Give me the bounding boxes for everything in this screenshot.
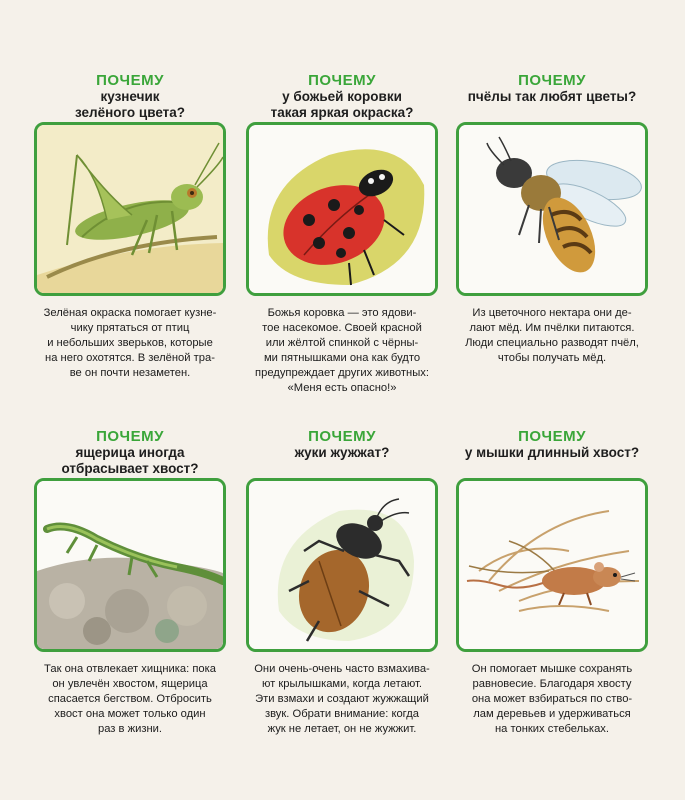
card-heading	[452, 428, 652, 478]
text-line: чтобы получать мёд.	[497, 352, 607, 364]
text-line: ми пятнышками она как будто	[263, 352, 421, 364]
text-line: чику прятаться от птиц	[70, 322, 190, 334]
answer-text	[452, 662, 652, 737]
card-heading	[242, 72, 442, 122]
text-line: на тонких стебельках.	[495, 723, 609, 735]
mouse-illustration	[456, 478, 648, 652]
beetle-icon	[249, 481, 435, 649]
text-line: Из цветочного нектара они де-	[472, 307, 632, 319]
question-line: зелёного цвета?	[74, 105, 186, 120]
answer-text	[452, 306, 652, 366]
question-line: отбрасывает хвост?	[61, 461, 199, 476]
text-line: Божья коровка — это ядови-	[267, 307, 417, 319]
card-ladybug	[242, 72, 442, 396]
text-line: на него охотятся. В зелёной тра-	[45, 352, 215, 364]
lizard-icon	[37, 481, 223, 649]
card-lizard	[30, 428, 230, 737]
why-label: ПОЧЕМУ	[308, 72, 376, 89]
text-line: он увлечён хвостом, ящерица	[52, 678, 208, 690]
answer-text	[30, 306, 230, 381]
why-label: ПОЧЕМУ	[518, 428, 586, 445]
card-beetle	[242, 428, 442, 737]
text-line: ве он почти незаметен.	[69, 367, 191, 379]
card-heading	[30, 428, 230, 478]
why-label: ПОЧЕМУ	[518, 72, 586, 89]
text-line: тое насекомое. Своей красной	[262, 322, 422, 334]
text-line: Так она отвлекает хищника: пока	[44, 663, 216, 675]
why-label: ПОЧЕМУ	[96, 72, 164, 89]
text-line: или жёлтой спинкой с чёрны-	[265, 337, 419, 349]
card-bee	[452, 72, 652, 366]
text-line: Они очень-очень часто взмахива-	[254, 663, 430, 675]
why-label: ПОЧЕМУ	[96, 428, 164, 445]
question-line: такая яркая окраска?	[270, 105, 414, 120]
bee-icon	[459, 125, 645, 293]
text-line: хвост она может только один	[54, 708, 206, 720]
answer-text	[242, 662, 442, 737]
why-label: ПОЧЕМУ	[308, 428, 376, 445]
text-line: «Меня есть опасно!»	[287, 382, 397, 394]
question-line: у мышки длинный хвост?	[464, 445, 640, 460]
text-line: Эти взмахи и создают жужжащий	[255, 693, 429, 705]
text-line: звук. Обрати внимание: когда	[264, 708, 420, 720]
text-line: Он помогает мышке сохранять	[471, 663, 633, 675]
question-line: ящерица иногда	[75, 445, 185, 460]
card-heading	[30, 72, 230, 122]
card-heading	[242, 428, 442, 478]
card-grasshopper	[30, 72, 230, 381]
bee-illustration	[456, 122, 648, 296]
text-line: лам деревьев и удерживаться	[473, 708, 631, 720]
text-line: равновесие. Благодаря хвосту	[472, 678, 632, 690]
text-line: жук не летает, он не жужжит.	[267, 723, 417, 735]
answer-text	[242, 306, 442, 396]
ladybug-icon	[249, 125, 435, 293]
answer-text	[30, 662, 230, 737]
text-line: Зелёная окраска помогает кузне-	[43, 307, 217, 319]
card-mouse	[452, 428, 652, 737]
ladybug-illustration	[246, 122, 438, 296]
text-line: раз в жизни.	[97, 723, 162, 735]
text-line: ют крылышками, когда летают.	[261, 678, 422, 690]
text-line: спасается бегством. Отбросить	[48, 693, 212, 705]
text-line: и небольших зверьков, которые	[47, 337, 213, 349]
text-line: предупреждает других животных:	[255, 367, 429, 379]
beetle-illustration	[246, 478, 438, 652]
grasshopper-icon	[37, 125, 223, 293]
question-line: у божьей коровки	[282, 89, 402, 104]
card-heading	[452, 72, 652, 122]
text-line: Люди специально разводят пчёл,	[465, 337, 639, 349]
question-line: кузнечик	[100, 89, 160, 104]
question-line: жуки жужжат?	[294, 445, 390, 460]
question-line: пчёлы так любят цветы?	[467, 89, 637, 104]
mouse-icon	[459, 481, 645, 649]
text-line: она может взбираться по ство-	[471, 693, 633, 705]
grasshopper-illustration	[34, 122, 226, 296]
lizard-illustration	[34, 478, 226, 652]
text-line: лают мёд. Им пчёлки питаются.	[469, 322, 635, 334]
